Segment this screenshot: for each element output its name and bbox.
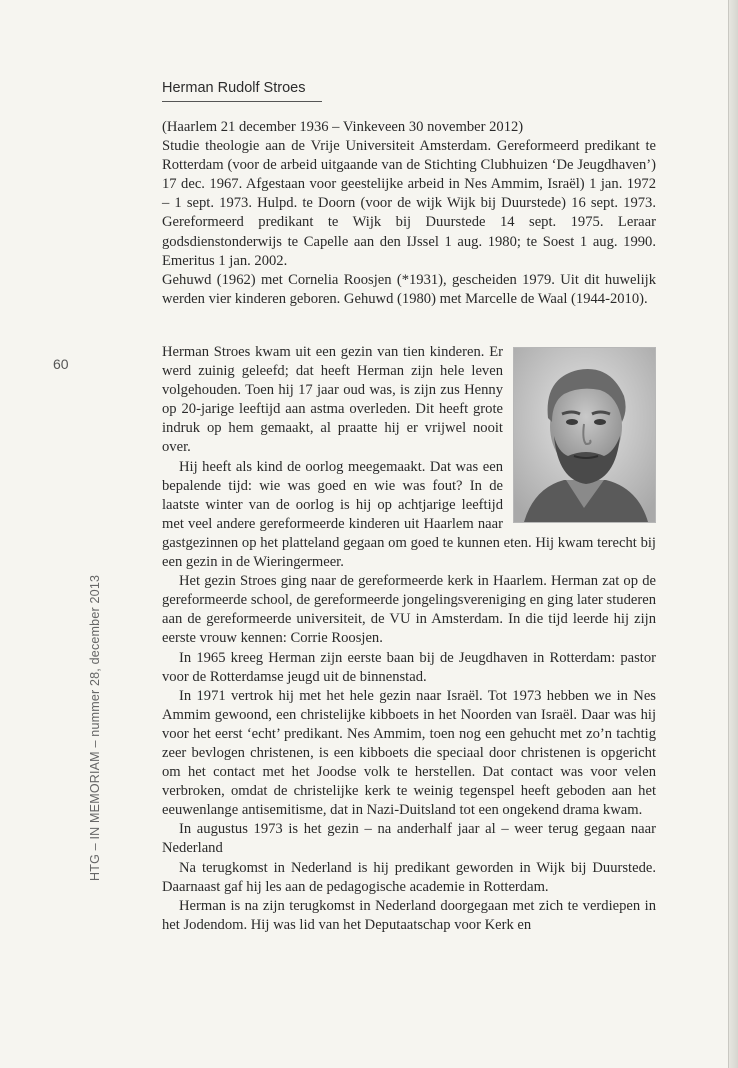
- body-paragraph: In 1971 vertrok hij met het hele gezin naar Israël. Tot 1973 hebben we in Nes Ammim gewoond, een christelijke kibboets in het Noorden van Israël. Daar was hij voor het eerst ‘echt’ predikant. Nes Ammim, toen nog een gehucht met zo’n tachtig zeer bevlogen christenen, is een kibboets die speciaal door christenen is opgericht om het contact met het Joodse volk te herstellen. Dat contact was voor velen verbroken, omdat de christelijke kerk te weinig tegenspel heeft geboden aan het eeuwenlange antisemitisme, dat in Nazi-Duitsland tot een ongekend drama kwam.: [162, 687, 656, 819]
- body-paragraph: Hij heeft als kind de oorlog meegemaakt. Dat was een bepalende tijd: wie was goed en wie was fout? In de laatste winter van de oorlog is hij op achtjarige leeftijd met veel andere gereformeerde kinderen uit Haarlem naar gastgezinnen op het platteland gegaan om goed te kunnen eten. Hij kwam terecht bij een gezin in de Wieringermeer.: [162, 458, 656, 571]
- article-body: [162, 343, 656, 935]
- body-paragraph: In augustus 1973 is het gezin – na anderhalf jaar al – weer terug gegaan naar Nederland: [162, 821, 656, 857]
- body-paragraph: Na terugkomst in Nederland is hij predikant geworden in Wijk bij Duurstede. Daarnaast gaf hij les aan de pedagogische academie in Rotterdam.: [162, 859, 656, 895]
- bio-paragraph: Gehuwd (1962) met Cornelia Roosjen (*1931), gescheiden 1979. Uit dit huwelijk werden vier kinderen geboren. Gehuwd (1980) met Marcelle de Waal (1944-2010).: [162, 271, 656, 307]
- body-paragraph: Herman Stroes kwam uit een gezin van tien kinderen. Er werd zuinig geleefd; dat heeft Herman zijn hele leven volgehouden. Toen hij 17 jaar oud was, is zijn zus Henny op 20-jarige leeftijd aan astma overleden. Dit heeft grote indruk op hem gemaakt, al praatte hij er vrijwel nooit over.: [162, 344, 503, 456]
- body-paragraph: Het gezin Stroes ging naar de gereformeerde kerk in Haarlem. Herman zat op de gereformeerde school, de gereformeerde jongelingsvereniging en ging later studeren aan de gereformeerde universiteit, de VU in Amsterdam. In die tijd leerde hij zijn eerste vrouw kennen: Corrie Roosjen.: [162, 573, 656, 647]
- portrait-photo: [513, 347, 656, 523]
- bio-paragraph: (Haarlem 21 december 1936 – Vinkeveen 30 november 2012) Studie theologie aan de Vrije Universiteit Amsterdam. Gereformeerd predikant te Rotterdam (voor de arbeid uitgaande van de Stichting Clubhuizen ‘De Jeugdhaven’) 17 dec. 1967. Afgestaan voor geestelijke arbeid in Nes Ammim, Israël) 1 jan. 1972 – 1 sept. 1973. Hulpd. te Doorn (voor de wijk Wijk bij Duurstede) 16 sept. 1973. Gereformeerd predikant te Wijk bij Duurstede 14 sept. 1975. Leraar godsdienstonderwijs te Capelle aan den IJssel 1 aug. 1980; te Soest 1 aug. 1990. Emeritus 1 jan. 2002.: [162, 119, 656, 269]
- body-paragraph: In 1965 kreeg Herman zijn eerste baan bij de Jeugdhaven in Rotterdam: pastor voor de Rotterdamse jeugd uit de binnenstad.: [162, 649, 656, 685]
- page-edge-line: [728, 0, 729, 1068]
- article-heading: Herman Rudolf Stroes: [162, 80, 306, 96]
- biographical-summary: [162, 118, 656, 309]
- page-edge: [728, 0, 738, 1068]
- heading-underline: [162, 101, 322, 102]
- running-footer: HTG – IN MEMORIAM – nummer 28, december 2013: [88, 574, 102, 881]
- portrait-illustration: [514, 348, 655, 522]
- page-number: 60: [53, 356, 69, 372]
- body-paragraph: Herman is na zijn terugkomst in Nederland doorgegaan met zich te verdiepen in het Jodendom. Hij was lid van het Deputaatschap voor Kerk en: [162, 897, 656, 933]
